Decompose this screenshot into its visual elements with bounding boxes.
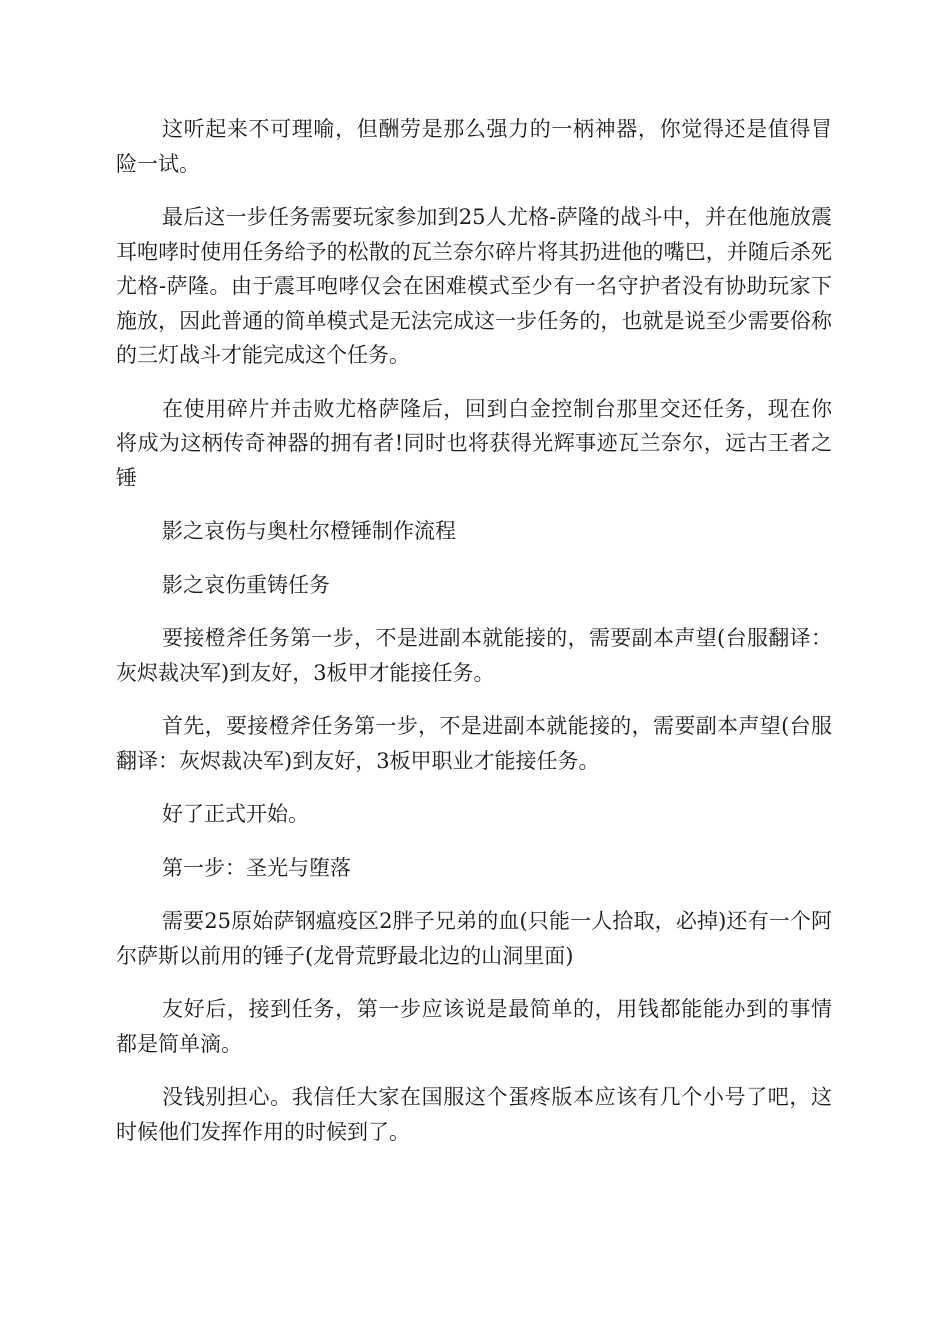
paragraph-11: 友好后，接到任务，第一步应该说是最简单的，用钱都能能办到的事情都是简单滴。 [116, 997, 832, 1056]
paragraph-6: 要接橙斧任务第一步，不是进副本就能接的，需要副本声望(台服翻译：灰烬裁决军)到友好，3板甲才能接任务。 [116, 626, 832, 685]
section-heading-process: 影之哀伤与奥杜尔橙锤制作流程 [162, 519, 456, 543]
paragraph-1: 这听起来不可理喻，但酬劳是那么强力的一柄神器，你觉得还是值得冒险一试。 [116, 117, 832, 176]
paragraph-8: 好了正式开始。 [162, 802, 309, 826]
step-one-heading: 第一步：圣光与堕落 [162, 855, 351, 880]
paragraph-3: 在使用碎片并击败尤格萨隆后，回到白金控制台那里交还任务，现在你将成为这柄传奇神器的拥有者!同时也将获得光辉事迹瓦兰奈尔，远古王者之锤 [116, 396, 832, 490]
paragraph-2: 最后这一步任务需要玩家参加到25人尤格-萨隆的战斗中，并在他施放震耳咆哮时使用任务给予的松散的瓦兰奈尔碎片将其扔进他的嘴巴，并随后杀死尤格-萨隆。由于震耳咆哮仅会在困难模式至少有一名守护者没有协助玩家下施放，因此普通的简单模式是无法完成这一步任务的，也就是说至少需要俗称的三灯战斗才能完成这个任务。 [116, 205, 832, 367]
paragraph-10: 需要25原始萨钢瘟疫区2胖子兄弟的血(只能一人拾取，必掉)还有一个阿尔萨斯以前用的锤子(龙骨荒野最北边的山洞里面) [116, 909, 832, 968]
document-body [116, 112, 832, 1168]
paragraph-12: 没钱别担心。我信任大家在国服这个蛋疼版本应该有几个小号了吧，这时候他们发挥作用的时候到了。 [116, 1085, 832, 1144]
section-heading-reforge: 影之哀伤重铸任务 [162, 572, 330, 597]
paragraph-7: 首先，要接橙斧任务第一步，不是进副本就能接的，需要副本声望(台服翻译：灰烬裁决军)到友好，3板甲职业才能接任务。 [116, 714, 832, 773]
